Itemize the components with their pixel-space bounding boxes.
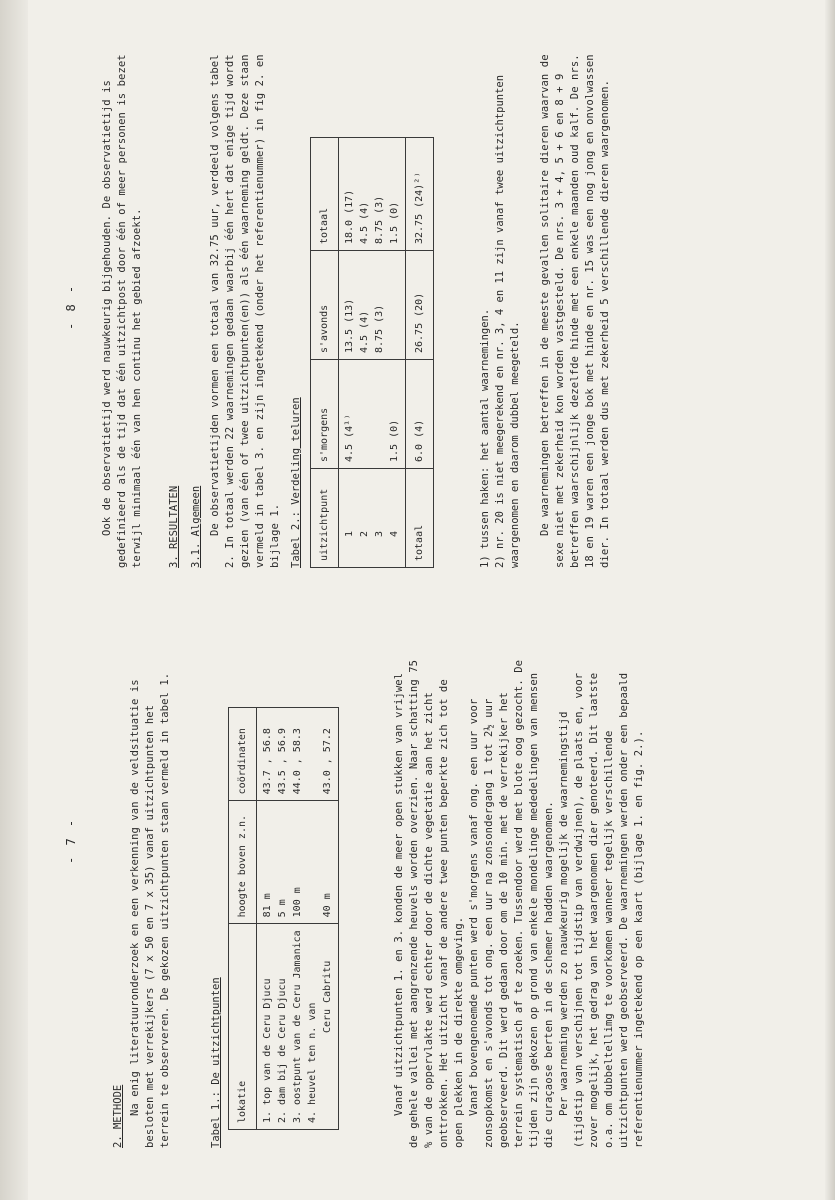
table-cell: 4.5 (4¹⁾ [344,413,355,462]
table-cell [305,714,320,794]
morning-cell [339,360,406,469]
section-heading-resultaten: 3. RESULTATEN [168,485,180,568]
page-7 [0,600,835,1200]
paragraph-text: Per waarneming werden zo nauwkeurig mogelijk de waarnemingstijd (tijdstip van verschijnen tot tijdstip van verdwijnen), de plaats en, voor zover mogelijk, het gedrag van het waargenomen dier genoteerd. Dit laatste o.a. om dubbeltellimg te voorkomen wanneer tegelijk verschillende uitzichtpunten werd geobserveerd. De waarnemingen werden onder een bepaald referentienummer ingetekend op een kaart (bijlage 1. en fig. 2.). [558,672,645,1148]
paragraph-text: De waarnemingen betreffen in de meeste gevallen solitaire dieren waarvan de sexe niet met zekerheid kon worden vastgesteld. De nrs. 3 + 4, 5 + 6 en 8 + 9 betreffen waarschijnlijk dezelfde hinde met een enkele maanden oud kalf. De nrs. 18 en 19 waren een jonge bok met hinde en nr. 15 was een nog jong en onvolwassen dier. In totaal werden dus met zekerheid 5 verschillende dieren waargenomen. [539,54,611,568]
observatietijd-paragraph [100,48,145,568]
table1-header-row [229,708,257,1130]
table-header: hoogte boven z.n. [229,801,257,924]
table-cell: 4 [389,530,400,537]
table-cell: 1.5 (0) [389,201,400,244]
table1-caption: Tabel 1.: De uitzichtpunten [210,977,222,1148]
table-header: totaal [311,138,339,251]
table-cell: Ceru Cabritu [322,960,333,1033]
points-cell [339,469,406,568]
paragraph-text: Vanaf bovengenoemde punten werd s'morgens vanaf ong. een uur voor zonsopkomst en s'avonds tot ong. een uur na zonsondergang 1 tot 2½ uur geobserveerd. Dit werd gedaan door om de 10 min. met de verrekijker het terrein systematisch af te zoeken. Tussendoor werd met blote oog gezocht. De tijden zijn gekozen op grond van enkele mondelinge mededelingen van mensen die curaçaose berten in de schemer hadden waargenomen. [468,659,555,1148]
table-cell: 1 [344,530,355,537]
table-cell: 4.5 (4) [359,310,370,353]
observation-paragraphs [392,658,647,1148]
table2-caption: Tabel 2.: Verdeling teluren [290,397,302,568]
paragraph-text: Na enig literatuuronderzoek en een verkenning van de veldsituatie is besloten met verrekijkers (7 x 50 en 7 x 35) vanaf uitzichtpunten het terrein te observeren. De gekozen uitzichtpunten staan vermeld in tabel 1. [129,672,171,1148]
section-heading-methode: 2. METHODE [112,1084,124,1148]
table2 [310,137,434,568]
table-cell [305,807,320,917]
total-cell [339,138,406,251]
table-cell: 5 m [277,899,288,918]
table-cell [387,257,402,353]
table2-footnotes [478,48,523,568]
footnote: 1) tussen haken: het aantal waarnemingen. [479,308,491,568]
table1-body-row [257,708,339,1130]
table-cell: 43.0 , 57.2 [322,728,333,795]
table-cell: 3 [374,530,385,537]
table-cell: 43.5 , 56.9 [277,728,288,795]
table-cell [357,366,372,462]
lokatie-cell [257,924,339,1130]
paragraph-text: Vanaf uitzichtpunten 1. en 3. konden de meer open stukken van vrijwel de gehele vallei met aangrenzende heuvels worden overzien. Naar schatting 75 % van de oppervlakte werd echter door de dichte vegetatie aan het zicht onttrokken. Het uitzicht vanaf de andere twee punten beperkte zich tot de open plekken in de direkte omgeving. [393,659,465,1148]
table-cell: 1.5 (0) [389,419,400,462]
table-cell: 100 m [292,887,303,918]
table-cell: 4. heuvel ten n. van [307,1002,318,1123]
table-header: uitzichtpunt [311,469,339,568]
table-cell [372,366,387,462]
methode-paragraph [128,658,173,1148]
evening-cell [339,251,406,360]
table1 [228,707,339,1130]
table-cell: 32.75 (24)²⁾ [406,138,434,251]
table-cell: 26.75 (20) [406,251,434,360]
resultaten-paragraph [208,48,283,568]
table-cell: 81 m [262,893,273,918]
table-header: s'morgens [311,360,339,469]
paragraph-text: Ook de observatietijd werd nauwkeurig bijgehouden. De observatietijd is gedefinieerd als de tijd dat één uitzichtpost door één of meer personen is bezet terwijl minimaal één van hen continu het gebied afzoekt. [101,54,143,568]
table-header: lokatie [229,924,257,1130]
coord-cell [257,708,339,801]
paragraph-text: De observatietijden vormen een totaal van 32.75 uur, verdeeld volgens tabel 2. In totaal werden 22 waarnemingen gedaan waarbij één hert dat enige tijd wordt gezien (van één of twee uitzichtpunten(en)) als één waarneming geldt. Deze staan vermeld in tabel 3. en zijn ingetekend (onder het referentienummer) in fig 2. en bijlage 1. [209,54,281,568]
table-cell: 13.5 (13) [344,298,355,353]
waarnemingen-paragraph [538,48,613,568]
footnote: 2) nr. 20 is niet meegerekend en nr. 3, 4 en 11 zijn vanaf twee uitzichtpunten waargenomen en daarom dubbel meegeteld. [494,74,521,568]
table-cell: 6.0 (4) [406,360,434,469]
hoogte-cell [257,801,339,924]
page-number: - 8 - [64,283,78,330]
table-cell: 8.75 (3) [374,195,385,244]
table-header: coördinaten [229,708,257,801]
table-cell: 40 m [322,893,333,918]
table-header: s'avonds [311,251,339,360]
table-cell: 2 [359,530,370,537]
table-cell: 1. top van de Ceru Djucu [262,978,273,1123]
subsection-heading-algemeen: 3.1. Algemeen [190,485,202,568]
table-cell: 4.5 (4) [359,201,370,244]
table-cell: 8.75 (3) [374,304,385,353]
table-cell: 44.0 , 58.3 [292,728,303,795]
page-number: - 7 - [64,817,78,864]
table-cell: 43.7 , 56.8 [262,728,273,795]
table-cell: 18.0 (17) [344,189,355,244]
table2-body-row [339,138,406,568]
table-cell: 2. dam bij de Ceru Djucu [277,978,288,1123]
table-cell: 3. oostpunt van de Ceru Jamanica [292,930,303,1123]
table2-header-row [311,138,339,568]
table-cell: totaal [406,469,434,568]
table2-total-row [406,138,434,568]
